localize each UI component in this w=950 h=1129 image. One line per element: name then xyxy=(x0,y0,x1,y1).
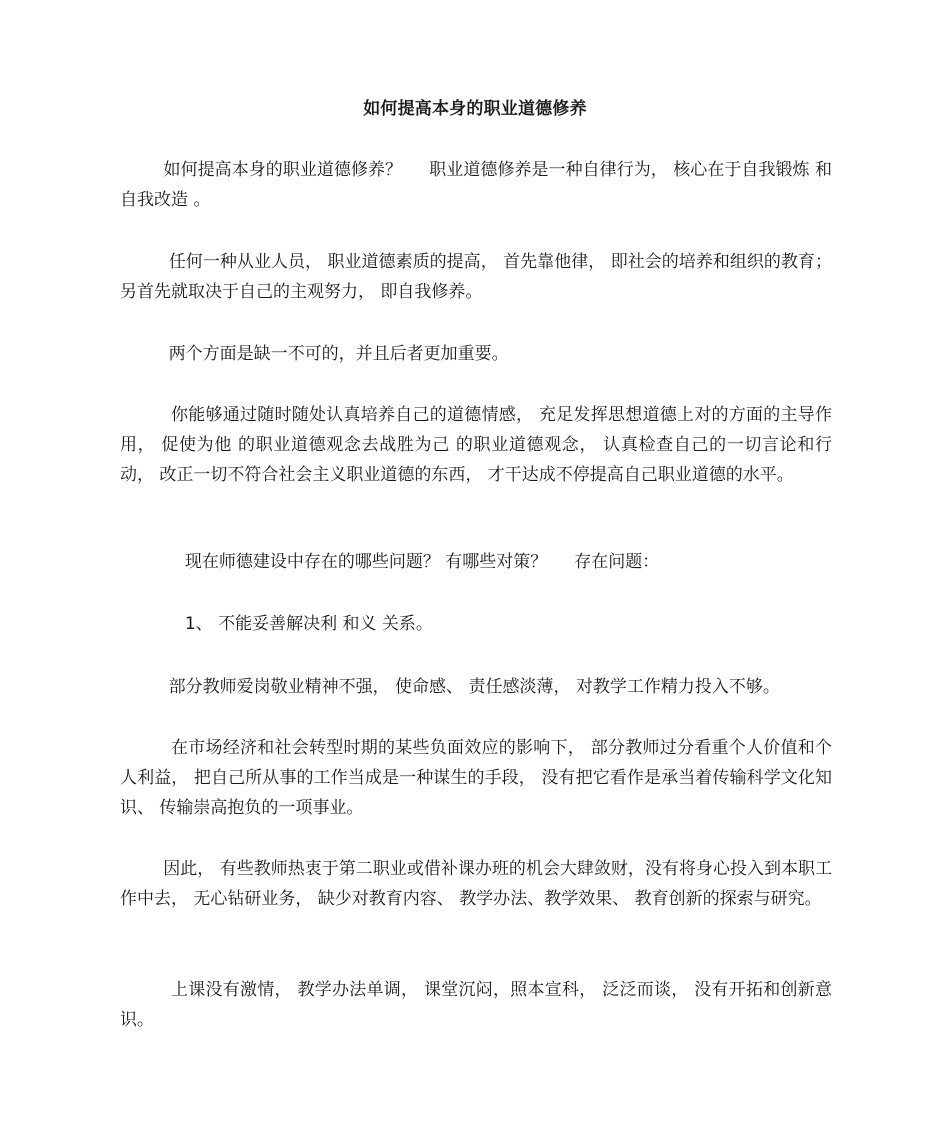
paragraph-6: 1、 不能妥善解决利 和义 关系。 xyxy=(120,614,433,634)
paragraph-2: 任何一种从业人员， 职业道德素质的提高， 首先靠他律， 即社会的培养和组织的教育； 另首先就取决于自己的主观努力， 即自我修养。 xyxy=(120,252,838,302)
paragraph-4: 你能够通过随时随处认真培养自己的道德情感， 充足发挥思想道德上对的方面的主导作用， 促使为他 的职业道德观念去战胜为己 的职业道德观念， 认真检查自己的一切言论和行动， 改正一切不符合社会主义职业道德的东西， 才干达成不停提高自己职业道德的水平。 xyxy=(120,405,833,485)
paragraph-9: 因此， 有些教师热衷于第二职业或借补课办班的机会大肆敛财，没有将身心投入到本职工作中去， 无心钻研业务， 缺少对教育内容、 教学办法、教学效果、 教育创新的探索与研究。 xyxy=(120,859,832,909)
paragraph-7: 部分教师爱岗敬业精神不强， 使命感、 责任感淡薄， 对教学工作精力投入不够。 xyxy=(120,677,780,697)
paragraph-10: 上课没有激情， 教学办法单调， 课堂沉闷，照本宣科， 泛泛而谈， 没有开拓和创新意识。 xyxy=(120,980,832,1030)
paragraph-5: 现在师德建设中存在的哪些问题？ 有哪些对策？ 存在问题： xyxy=(120,552,660,572)
paragraph-1: 如何提高本身的职业道德修养？ 职业道德修养是一种自律行为， 核心在于自我锻炼 和自我改造 。 xyxy=(120,160,833,210)
paragraph-3: 两个方面是缺一不可的，并且后者更加重要。 xyxy=(120,344,509,364)
document-title: 如何提高本身的职业道德修养 xyxy=(363,99,587,119)
paragraph-8: 在市场经济和社会转型时期的某些负面效应的影响下， 部分教师过分看重个人价值和个人利益， 把自己所从事的工作当成是一种谋生的手段， 没有把它看作是承当着传输科学文化知识、 传输崇高抱负的一项事业。 xyxy=(120,738,833,818)
